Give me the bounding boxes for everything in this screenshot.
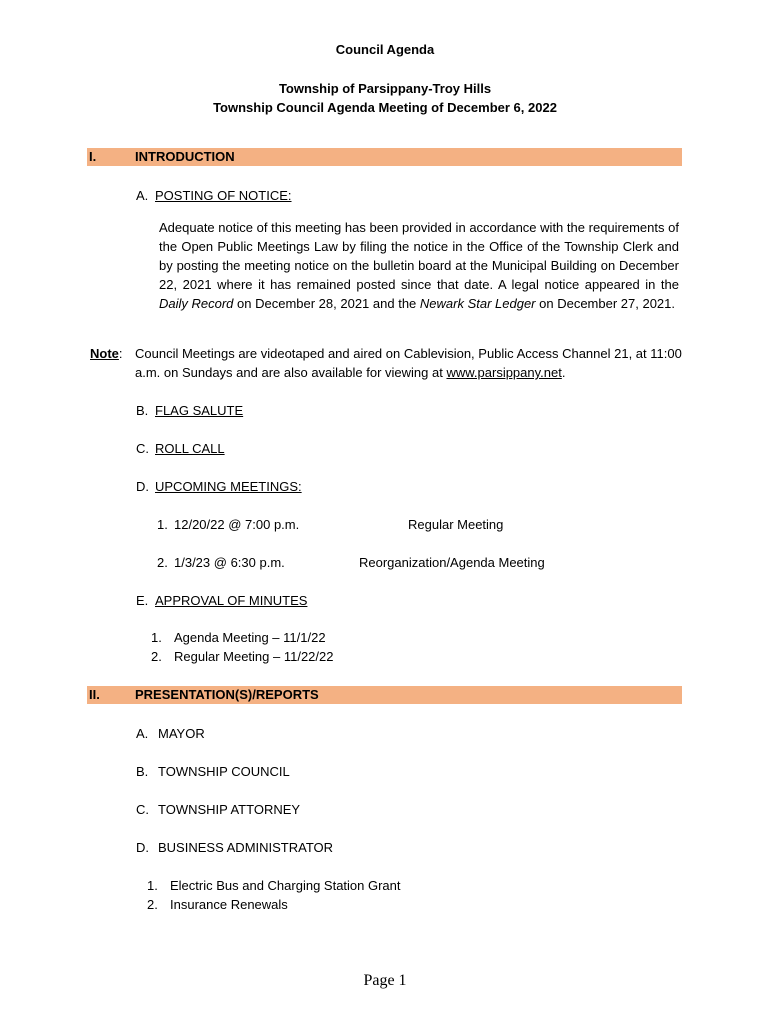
minutes-item: Agenda Meeting – 11/1/22 <box>174 630 326 645</box>
item-letter: C. <box>136 802 149 817</box>
upcoming-meetings-heading: UPCOMING MEETINGS: <box>155 479 302 494</box>
meeting-number: 1. <box>157 517 168 532</box>
minutes-number: 1. <box>151 630 162 645</box>
notice-text: Adequate notice of this meeting has been provided in accordance with the requirements of the Open Public Meetings Law by filing the notice in the Office of the Township Clerk and by posting the meeting notice on the bulletin board at the Municipal Building on December 22, 2021 where it has remained posted since that date. A legal notice appeared in the <box>159 220 679 292</box>
website-link[interactable]: www.parsippany.net <box>446 365 562 380</box>
posting-of-notice-heading: POSTING OF NOTICE: <box>155 188 292 203</box>
notice-text: on December 28, 2021 and the <box>233 296 420 311</box>
note-colon: : <box>118 346 123 361</box>
section-heading-introduction <box>87 148 682 166</box>
item-letter: B. <box>136 403 149 418</box>
item-letter: D. <box>136 840 149 855</box>
township-council-heading: TOWNSHIP COUNCIL <box>158 764 290 779</box>
item-letter: B. <box>136 764 149 779</box>
mayor-heading: MAYOR <box>158 726 205 741</box>
minutes-number: 2. <box>151 649 162 664</box>
item-letter: D. <box>136 479 149 494</box>
section-title: PRESENTATION(S)/REPORTS <box>135 687 319 702</box>
flag-salute-heading: FLAG SALUTE <box>155 403 244 418</box>
meeting-title: Township Council Agenda Meeting of December 6, 2022 <box>213 100 557 115</box>
admin-item: Electric Bus and Charging Station Grant <box>170 878 401 893</box>
section-heading-presentations <box>87 686 682 704</box>
item-letter: E. <box>136 593 149 608</box>
approval-of-minutes-heading: APPROVAL OF MINUTES <box>155 593 308 608</box>
note-body: Council Meetings are videotaped and aired on Cablevision, Public Access Channel 21, at 11:00 a.m. on Sundays and are also available for viewing at <box>135 346 682 380</box>
section-title: INTRODUCTION <box>135 149 235 164</box>
township-attorney-heading: TOWNSHIP ATTORNEY <box>158 802 301 817</box>
meeting-type: Regular Meeting <box>408 517 504 532</box>
admin-item-number: 1. <box>147 878 158 893</box>
notice-text: on December 27, 2021. <box>535 296 675 311</box>
notice-paragraph <box>159 218 679 313</box>
note-end: . <box>561 365 566 380</box>
township-name: Township of Parsippany-Troy Hills <box>278 81 492 96</box>
section-number: I. <box>89 149 97 164</box>
section-number: II. <box>89 687 100 702</box>
document-title: Council Agenda <box>335 42 435 57</box>
business-administrator-heading: BUSINESS ADMINISTRATOR <box>158 840 334 855</box>
meeting-date: 1/3/23 @ 6:30 p.m. <box>174 555 285 570</box>
page-number: Page 1 <box>363 972 407 989</box>
admin-item: Insurance Renewals <box>170 897 288 912</box>
star-ledger-name: Newark Star Ledger <box>419 296 536 311</box>
item-letter: C. <box>136 441 149 456</box>
note-block <box>90 344 686 380</box>
admin-item-number: 2. <box>147 897 158 912</box>
meeting-number: 2. <box>157 555 168 570</box>
note-text <box>135 344 683 382</box>
roll-call-heading: ROLL CALL <box>155 441 225 456</box>
meeting-type: Reorganization/Agenda Meeting <box>359 555 545 570</box>
meeting-date: 12/20/22 @ 7:00 p.m. <box>174 517 300 532</box>
minutes-item: Regular Meeting – 11/22/22 <box>174 649 334 664</box>
note-label: Note <box>90 346 119 361</box>
daily-record-name: Daily Record <box>159 296 234 311</box>
item-letter: A. <box>136 726 149 741</box>
item-letter: A. <box>136 188 149 203</box>
